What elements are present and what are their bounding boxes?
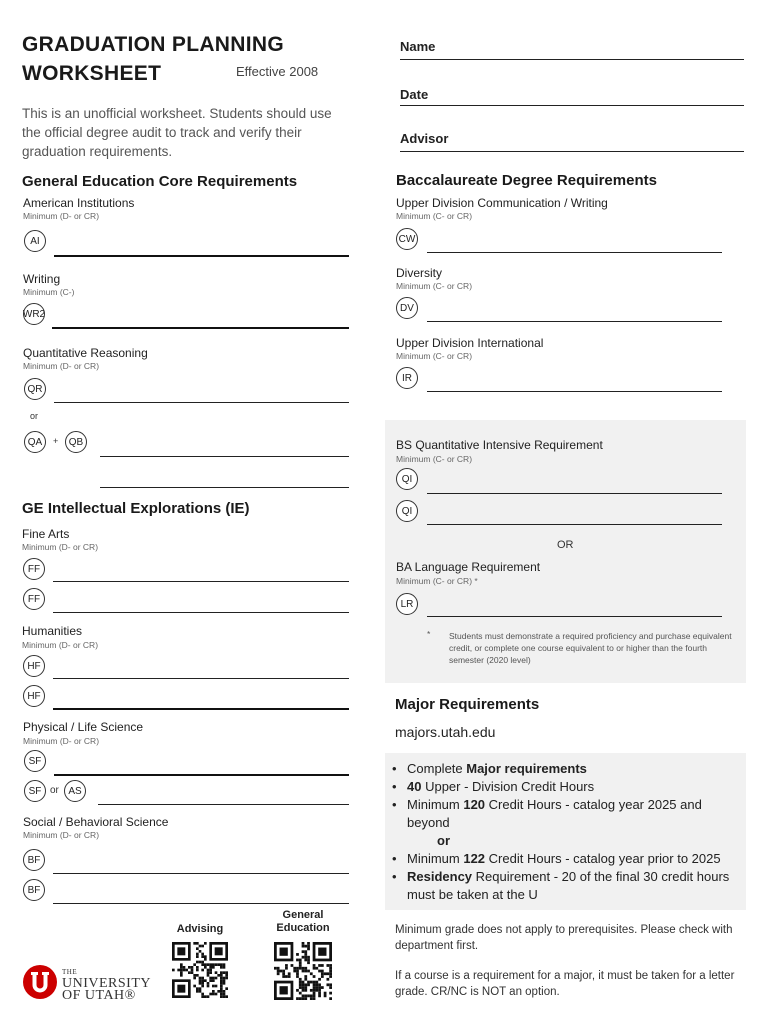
ir-label: Upper Division International xyxy=(396,336,544,350)
bs-ba-or: OR xyxy=(557,539,574,551)
ai-min: Minimum (D- or CR) xyxy=(23,211,100,221)
effective-date: Effective 2008 xyxy=(236,64,319,79)
ge-caption xyxy=(268,909,338,935)
advisor-field[interactable] xyxy=(400,151,744,152)
hf-course-line-2[interactable] xyxy=(53,708,349,710)
sf-label: Physical / Life Science xyxy=(23,720,144,734)
as-code-circle: AS xyxy=(64,780,86,802)
logo-the: THE xyxy=(62,968,78,976)
footer-note-2: If a course is a requirement for a major, it must be taken for a letter grade. CR/NC is NOT an option. xyxy=(395,970,735,998)
qb-course-line[interactable] xyxy=(100,487,349,488)
note-star: * xyxy=(427,629,431,639)
major-bullet-4: • Minimum 122 Credit Hours - catalog year prior to 2025 xyxy=(392,851,721,866)
ff-course-line-1[interactable] xyxy=(53,581,349,582)
dv-min: Minimum (C- or CR) xyxy=(396,281,473,291)
bacc-heading: Baccalaureate Degree Requirements xyxy=(396,172,657,189)
ff-code-circle-1: FF xyxy=(23,558,45,580)
qa-course-line[interactable] xyxy=(100,456,349,457)
ge-caption-line-2: Education xyxy=(276,922,330,934)
university-wordmark xyxy=(62,966,151,1002)
wr-course-line[interactable] xyxy=(52,327,349,329)
intro-text: This is an unofficial worksheet. Students should use the official degree audit to track and verify their graduation requirements. xyxy=(22,106,332,159)
logo-of-utah: OF UTAH® xyxy=(62,988,136,1003)
qr-min: Minimum (D- or CR) xyxy=(23,361,100,371)
qi-course-line-2[interactable] xyxy=(427,524,722,525)
bf-label: Social / Behavioral Science xyxy=(23,815,169,829)
lr-course-line[interactable] xyxy=(427,616,722,617)
qr-code-circle: QR xyxy=(24,378,46,400)
qr-or: or xyxy=(30,411,39,421)
sf-or: or xyxy=(50,785,59,796)
ir-code-circle: IR xyxy=(396,367,418,389)
advising-qr-code[interactable] xyxy=(172,942,228,998)
dv-course-line[interactable] xyxy=(427,321,722,322)
sf-min: Minimum (D- or CR) xyxy=(23,736,100,746)
qi-code-circle-2: QI xyxy=(396,500,418,522)
qa-code-circle: QA xyxy=(24,431,46,453)
hf-label: Humanities xyxy=(22,624,83,638)
major-box xyxy=(385,753,746,910)
sf-code-circle-2: SF xyxy=(24,780,46,802)
title-line-1: GRADUATION PLANNING xyxy=(22,33,284,56)
language-note: Students must demonstrate a required proficiency and purchase equivalent credit, or complete one course equivalent to or higher than the fourth semester (2020 level) xyxy=(449,631,732,665)
lr-label: BA Language Requirement xyxy=(396,560,541,574)
ai-code-circle: AI xyxy=(24,230,46,252)
hf-code-circle-2: HF xyxy=(23,685,45,707)
major-bullet-5: • Residency Requirement - 20 of the final 30 credit hours must be taken at the U xyxy=(392,869,730,902)
qi-code-circle-1: QI xyxy=(396,468,418,490)
ff-code-circle-2: FF xyxy=(23,588,45,610)
ir-min: Minimum (C- or CR) xyxy=(396,351,473,361)
major-bullet-3: • Minimum 120 Credit Hours - catalog year 2025 and beyond xyxy=(392,797,702,830)
dv-label: Diversity xyxy=(396,266,443,280)
cw-min: Minimum (C- or CR) xyxy=(396,211,473,221)
logo-university: UNIVERSITY xyxy=(62,976,151,991)
cw-label: Upper Division Communication / Writing xyxy=(396,196,608,210)
bf-course-line-2[interactable] xyxy=(53,903,349,904)
major-bullet-2: • 40 Upper - Division Credit Hours xyxy=(392,779,595,794)
wr-min: Minimum (C-) xyxy=(23,287,75,297)
wr-label: Writing xyxy=(23,272,61,286)
ff-label: Fine Arts xyxy=(22,527,70,541)
qb-code-circle: QB xyxy=(65,431,87,453)
bf-min: Minimum (D- or CR) xyxy=(23,830,100,840)
university-logo xyxy=(22,964,58,1005)
footer-note-1: Minimum grade does not apply to prerequisites. Please check with department first. xyxy=(395,924,733,952)
advisor-label: Advisor xyxy=(400,131,449,146)
ir-course-line[interactable] xyxy=(427,391,722,392)
name-label: Name xyxy=(400,39,436,54)
bf-course-line-1[interactable] xyxy=(53,873,349,874)
cw-code-circle: CW xyxy=(396,228,418,250)
majors-url[interactable]: majors.utah.edu xyxy=(395,724,496,740)
major-or: or xyxy=(437,833,450,848)
sf-code-circle: SF xyxy=(24,750,46,772)
block-u-icon xyxy=(22,964,58,1000)
wr2-code-circle: WR2 xyxy=(23,303,45,325)
date-label: Date xyxy=(400,87,429,102)
bf-code-circle-1: BF xyxy=(23,849,45,871)
sf-as-course-line[interactable] xyxy=(98,804,349,805)
ge-qr-code[interactable] xyxy=(274,942,332,1000)
ge-core-heading: General Education Core Requirements xyxy=(22,173,298,190)
name-field[interactable] xyxy=(400,59,744,60)
hf-code-circle-1: HF xyxy=(23,655,45,677)
page-title xyxy=(22,30,284,88)
title-line-2: WORKSHEET xyxy=(22,62,162,85)
bf-code-circle-2: BF xyxy=(23,879,45,901)
ai-label: American Institutions xyxy=(23,196,135,210)
major-heading: Major Requirements xyxy=(395,696,540,713)
advising-caption: Advising xyxy=(176,923,224,935)
sf-course-line[interactable] xyxy=(54,774,349,776)
dv-code-circle: DV xyxy=(396,297,418,319)
qi-label: BS Quantitative Intensive Requirement xyxy=(396,438,603,452)
ai-course-line[interactable] xyxy=(54,255,349,257)
date-field[interactable] xyxy=(400,105,744,106)
major-bullet-1: • Complete Major requirements xyxy=(392,761,587,776)
hf-min: Minimum (D- or CR) xyxy=(22,640,99,650)
lr-min: Minimum (C- or CR) * xyxy=(396,576,478,586)
qr-course-line[interactable] xyxy=(54,402,349,403)
lr-code-circle: LR xyxy=(396,593,418,615)
hf-course-line-1[interactable] xyxy=(53,678,349,679)
qi-course-line-1[interactable] xyxy=(427,493,722,494)
cw-course-line[interactable] xyxy=(427,252,722,253)
qr-label: Quantitative Reasoning xyxy=(23,346,148,360)
ff-min: Minimum (D- or CR) xyxy=(22,542,99,552)
ge-ie-heading: GE Intellectual Explorations (IE) xyxy=(22,500,250,517)
qa-qb-plus: + xyxy=(53,436,59,446)
ge-caption-line-1: General xyxy=(282,909,324,921)
ff-course-line-2[interactable] xyxy=(53,612,349,613)
qi-min: Minimum (C- or CR) xyxy=(396,454,473,464)
